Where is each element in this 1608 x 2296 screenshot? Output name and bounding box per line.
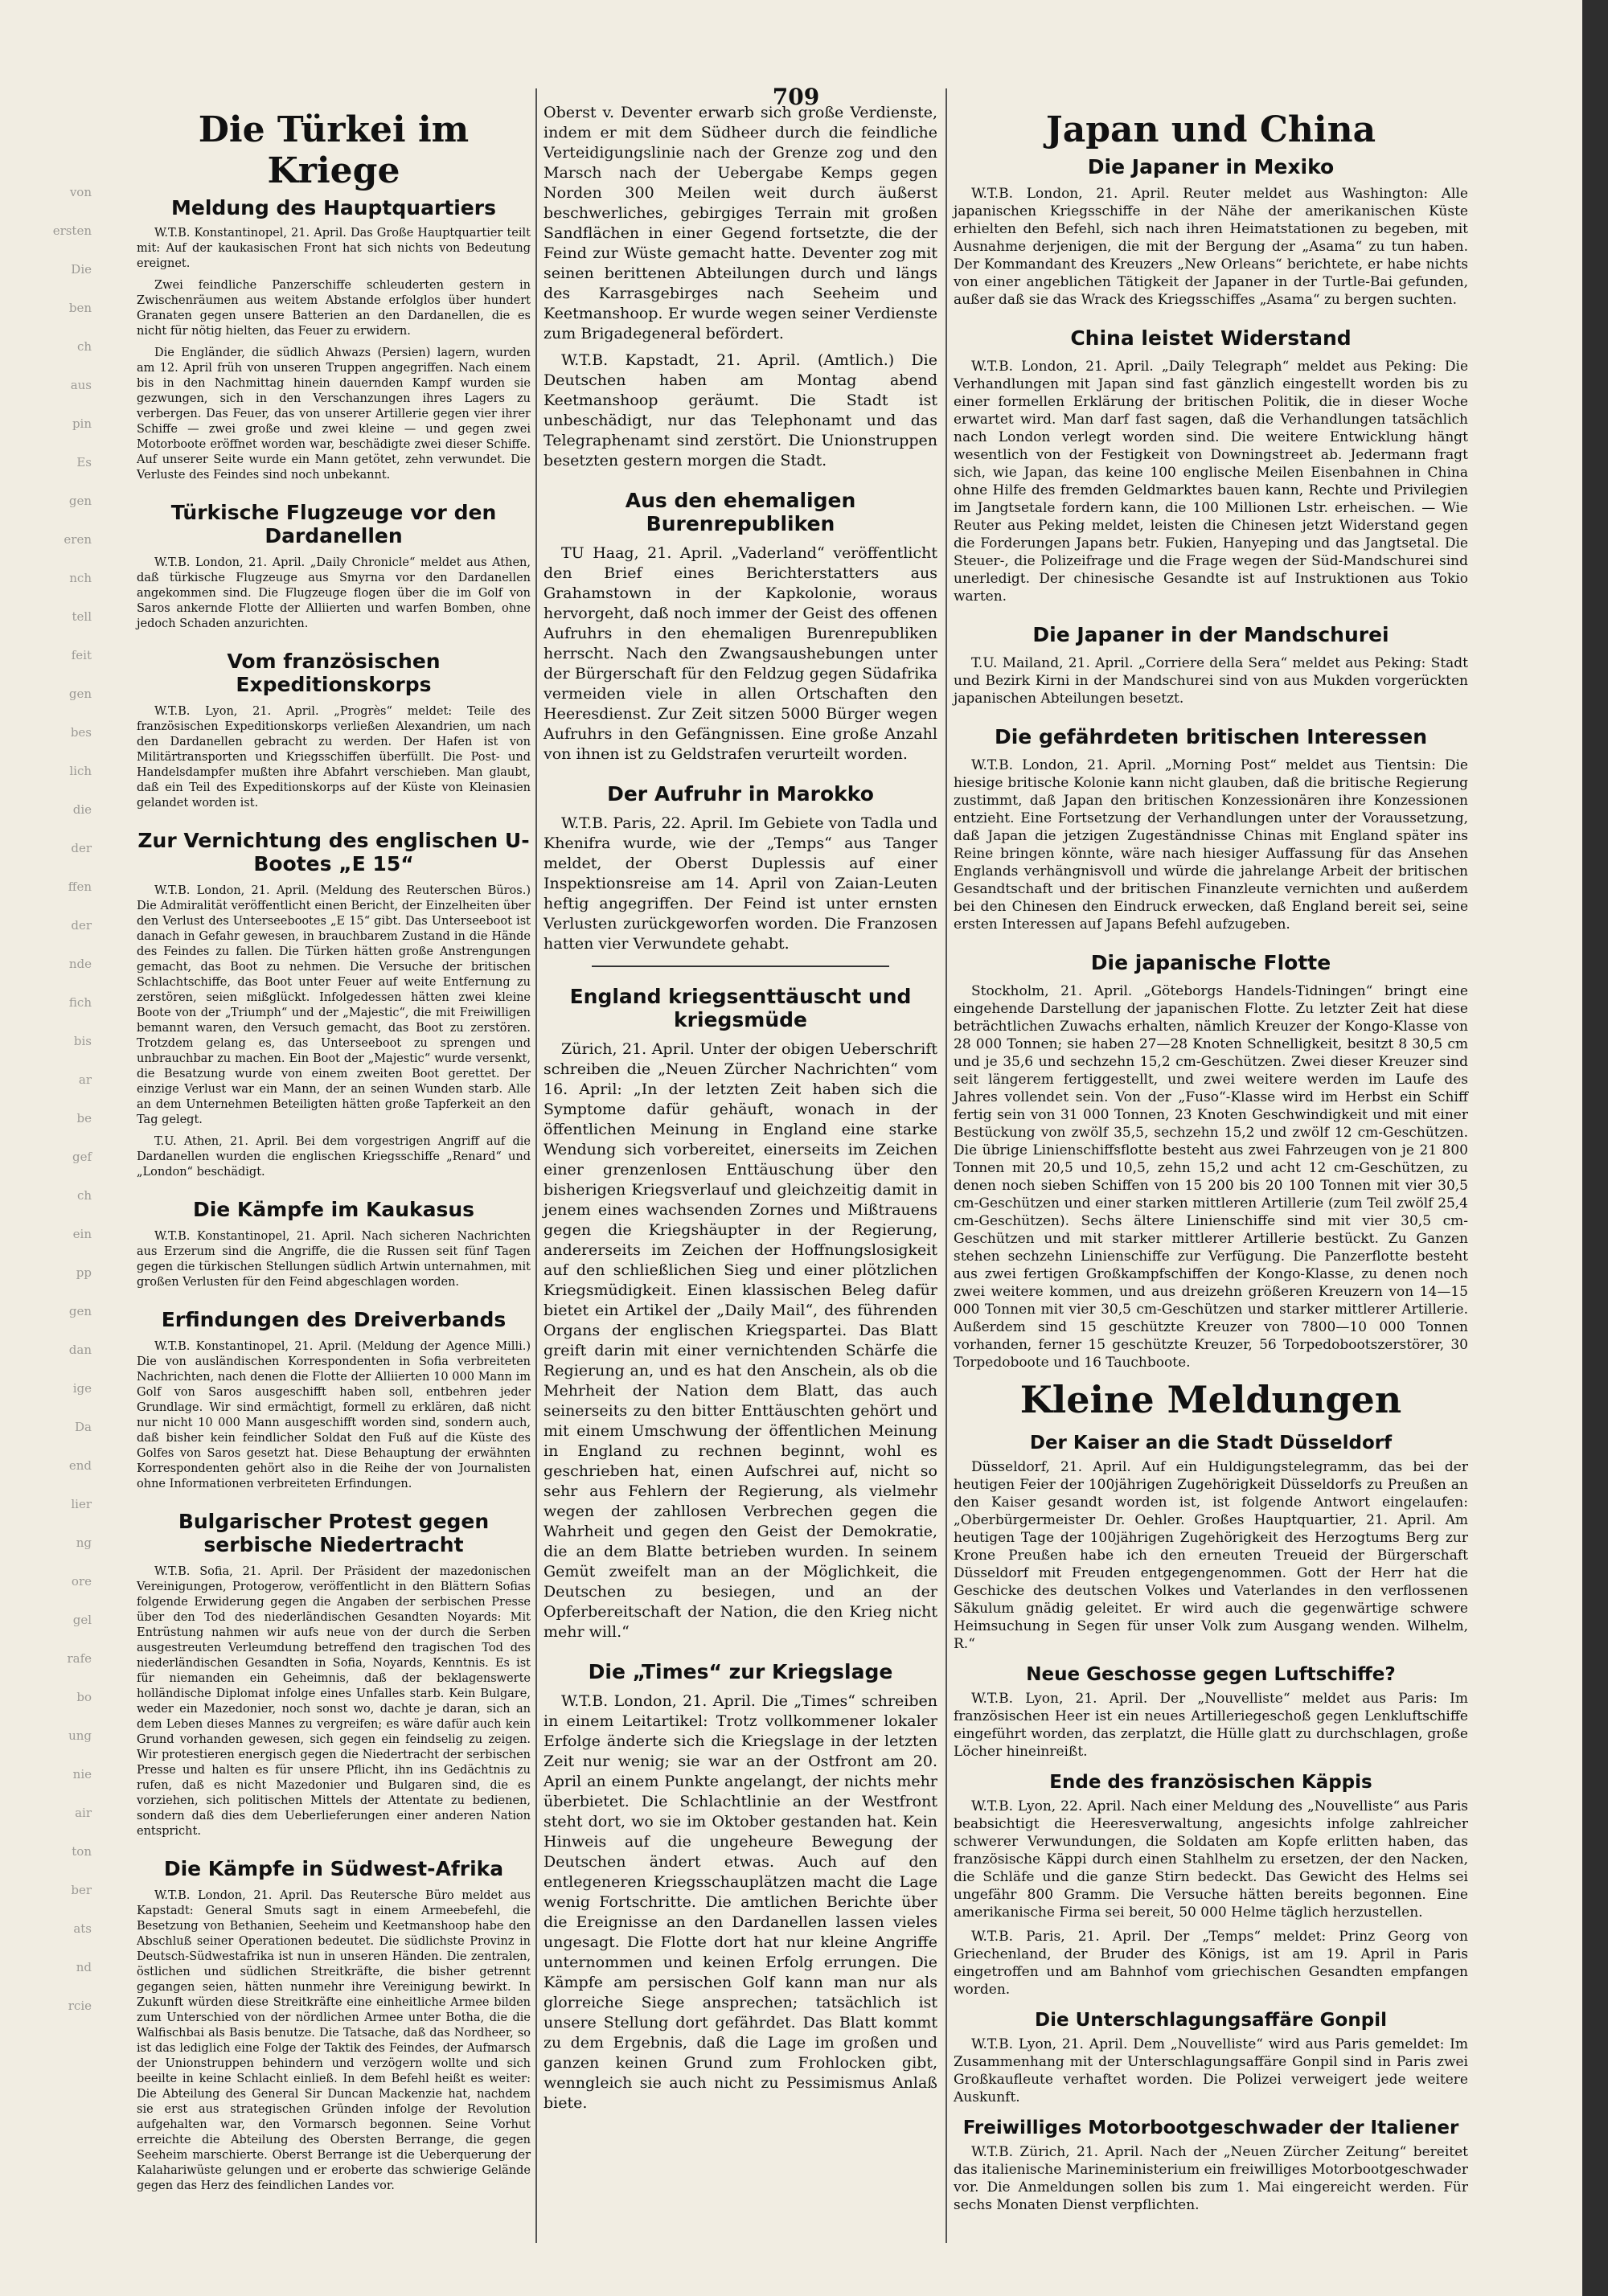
article-heading: Der Kaiser an die Stadt Düsseldorf: [1029, 1433, 1393, 1453]
margin-fragment: ung: [68, 1728, 92, 1743]
margin-fragment: ch: [76, 1188, 92, 1203]
article-title-tuerkei: Die Türkei im Kriege: [198, 109, 470, 191]
article-paragraph: Stockholm, 21. April. „Göteborgs Handels-Tidningen“ bringt eine eingehende Darstellung der japanischen Flotte. Zu letzter Zeit hat diese beträchtlichen Zuwachs erhalten, nämlich Kreuzer der Kongo-Klasse von 28 000 Tonnen; sie haben 27—28 Knoten Schnelligkeit, besitzt 8 30,5 cm und je 35,6 und sechzehn 15,2 cm-Geschützen. Zwei dieser Kreuzer sind seit längerem fertiggestellt, und zwei weitere werden im Laufe des Jahres vollendet sein. Von der „Fuso“-Klasse wird im Herbst ein Schiff fertig sein von 31 000 Tonnen, 23 Knoten Geschwindigkeit und mit einer Bestückung von zwölf 35,5, sechzehn 15,2 und zwölf 12 cm-Geschützen. Die übrige Linienschiffsflotte besteht aus zwei Fahrzeugen von je 21 800 Tonnen mit 20,5 und 10,5, zehn 15,2 und acht 12 cm-Geschützen, zu denen noch sieben Schiffen von 15 200 bis 20 100 Tonnen mit vier 30,5 cm-Geschützen und einer starken mittleren Artillerie (zum Teil zwölf 25,4 cm-Geschützen). Sechs ältere Linienschiffe sind mit vier 30,5 cm-Geschützen und mit starker mittlerer Artillerie bestückt. Zu Ganzen stehen sechzehn Linienschiffe zur Verfügung. Die Panzerflotte besteht aus zwei fertigen Großkampfschiffen der Kongo-Klasse, zu denen noch zwei weitere kommen, und aus dreizehn größeren Kreuzern von 14—15 000 Tonnen mit vier 30,5 cm-Geschützen und starker mittlerer Artillerie. Außerdem sind 15 geschützte Kreuzer von 7800—10 000 Tonnen vorhanden, ferner 15 geschützte Kreuzer, 56 Torpedobootszerstörer, 30 Torpedoboote und 16 Tauchboote.: [954, 983, 1468, 1371]
margin-fragment: gel: [72, 1613, 92, 1627]
margin-fragment: gen: [68, 494, 92, 508]
column-rule: [946, 88, 947, 2243]
article-paragraph: Oberst v. Deventer erwarb sich große Verdienste, indem er mit dem Südheer durch die feindliche Verteidigungslinie nach der Grenze zog und den Marsch nach der Uebergabe Kemps gegen Norden 300 Meilen weit durch äußerst beschwerliches, gebirgiges Terrain mit großen Sandflächen in einer Gegend fortsetzte, die der Feind zur Wüste gemacht hatte. Deventer zog mit seinen berittenen Abteilungen durch und längs des Karrasgebirges nach Seeheim und Keetmanshoop. Er wurde wegen seiner Verdienste zum Brigadegeneral befördert.: [544, 104, 937, 342]
column-middle: [544, 103, 937, 2120]
margin-fragment: ats: [73, 1921, 92, 1936]
margin-fragment: eren: [64, 532, 92, 547]
margin-fragment: gen: [68, 687, 92, 701]
margin-fragment: der: [71, 918, 92, 933]
article-paragraph: W.T.B. London, 21. April. „Daily Telegraph“ meldet aus Peking: Die Verhandlungen mit Japan sind fast gänzlich eingestellt worden bis zu einer formellen Erklärung der britischen Politik, die in dieser Woche erwartet wird. Man darf fast sagen, daß die Verhandlungen tatsächlich nach London verlegt worden sind. Die weitere Entwicklung hängt wesentlich von der Festigkeit von Downingstreet ab. Jedermann fragt sich, wie Japan, das keine 100 englische Meilen Eisenbahnen in China ohne Hilfe des fremden Geldmarktes bauen kann, Rechte und Privilegien im Jangtsetale fordern kann, die 100 Millionen Lstr. erheischen. — Wie Reuter aus Peking meldet, leisten die Chinesen jetzt Widerstand gegen die Forderungen Japans betr. Fukien, Hanyeping und das Jangtsetal. Die Steuer-, die Polizeifrage und die Frage wegen der Süd-Mandschurei sind unerledigt. Der chinesische Gesandte ist auf Instruktionen aus Tokio warten.: [954, 359, 1468, 605]
article-subtitle: Meldung des Hauptquartiers: [171, 196, 496, 219]
article-paragraph: W.T.B. Lyon, 21. April. Der „Nouvelliste“ meldet aus Paris: Im französischen Heer ist ein neues Artilleriegeschoß gegen Lenkluftschiffe eingeführt worden, das zerplatzt, die Hülle glatt zu durchschlagen, große Löcher hineinreißt.: [954, 1691, 1468, 1760]
article-paragraph: W.T.B. London, 21. April. Das Reutersche Büro meldet aus Kapstadt: General Smuts sagt in einem Armeebefehl, die Besetzung von Bethanien, Seeheim und Keetmanshoop habe den Abschluß seiner Operationen bedeutet. Die südlichste Provinz in Deutsch-Südwestafrika ist nun in unseren Händen. Die zentralen, östlichen und südlichen Streitkräfte, die bisher getrennt gegangen seien, hätten nunmehr ihre Vereinigung bewirkt. In Zukunft würden diese Streitkräfte eine einheitliche Armee bilden zum Unterschied von der nördlichen Armee unter Botha, die die Walfischbai als Basis benutze. Die Tatsache, daß das Nordheer, so ist das lediglich eine Folge der Taktik des Feindes, der Aufmarsch der Unionstruppen behindern und verzögern wollte und sich beeilte in keine Schlacht einließ. In dem Befehl heißt es weiter: Die Abteilung des General Sir Duncan Mackenzie hat, nachdem sie erst aus strategischen Gründen infolge der Revolution aufgehalten war, den Vormarsch begonnen. Seine Vorhut erreichte die Abteilung des Obersten Berrange, die gegen Seeheim marschierte. Oberst Berrange ist die Ueberquerung der Kalahariwüste gelungen und er eroberte das schwierige Gelände gegen das Herz des feindlichen Landes vor.: [137, 1889, 531, 2192]
margin-fragment: nch: [69, 571, 92, 585]
margin-fragment: pp: [76, 1265, 92, 1280]
margin-fragment: Die: [71, 262, 92, 277]
column-left: [137, 103, 531, 2200]
article-heading: Die „Times“ zur Kriegslage: [588, 1660, 893, 1683]
article-heading: Vom französischen Expeditionskorps: [227, 650, 441, 696]
margin-fragment: bes: [70, 725, 92, 740]
margin-fragment: gen: [68, 1304, 92, 1318]
book-binding-edge: [1582, 0, 1608, 2296]
article-paragraph: Die Engländer, die südlich Ahwazs (Persien) lagern, wurden am 12. April früh von unseren Truppen angegriffen. Nach einem bis in den Nachmittag hinein dauernden Kampf wurden sie gezwungen, sich in den Verschanzungen ihres Lagers zu verbergen. Das Feuer, das von unserer Artillerie gegen vier ihrer Schiffe — zwei große und zwei kleine — und gegen zwei Motorboote eröffnet worden war, beschädigte zwei dieser Schiffe. Auf unserer Seite wurde ein Mann getötet, zehn verwundet. Die Verluste des Feindes sind noch unbekannt.: [137, 346, 531, 482]
article-heading: Türkische Flugzeuge vor den Dardanellen: [170, 501, 497, 547]
article-paragraph: T.U. Athen, 21. April. Bei dem vorgestrigen Angriff auf die Dardanellen wurden die englischen Kriegsschiffe „Renard“ und „London“ beschädigt.: [137, 1135, 531, 1179]
margin-fragment: fich: [68, 995, 92, 1010]
article-subtitle: Die Japaner in Mexiko: [1087, 155, 1335, 178]
margin-fragment: end: [68, 1458, 92, 1473]
article-paragraph: W.T.B. Konstantinopel, 21. April. Nach sicheren Nachrichten aus Erzerum sind die Angriffe, die die Russen seit fünf Tagen gegen die türkischen Stellungen südlich Artwin unternahmen, mit großen Verlusten für den Feind abgeschlagen worden.: [137, 1230, 531, 1289]
article-paragraph: W.T.B. London, 21. April. Die „Times“ schreiben in einem Leitartikel: Trotz vollkommener lokaler Erfolge änderte sich die Kriegslage in der letzten Zeit nur wenig; sie war an der Ostfront am 20. April an einem Punkte angelangt, der nichts mehr überbietet. Die Schlachtlinie an der Westfront steht dort, wo sie im Oktober gestanden hat. Kein Hinweis auf die ungeheure Bewegung der Deutschen ändert etwas. Auch auf den entlegeneren Kriegsschauplätzen macht die Lage wenig Fortschritte. Die amtlichen Berichte über die Ereignisse an den Dardanellen lassen vieles ungesagt. Die Flotte dort hat nur kleine Angriffe unternommen und keinen Erfolg errungen. Die Kämpfe am persischen Golf kann man nur als glorreiche Siege ansprechen; tatsächlich ist unsere Stellung dort gefährdet. Das Blatt kommt zu dem Ergebnis, daß die Lage im großen und ganzen keinen Grund zum Frohlocken gibt, wenngleich sie auch nicht zu Pessimismus Anlaß biete.: [544, 1692, 937, 2112]
article-paragraph: W.T.B. London, 21. April. „Daily Chronicle“ meldet aus Athen, daß türkische Flugzeuge aus Smyrna vor den Dardanellen angekommen sind. Die Flugzeuge flogen über die im Golf von Saros ankernde Flotte der Alliierten und warfen Bomben, ohne jedoch Schaden anzurichten.: [137, 556, 531, 630]
article-paragraph: W.T.B. Paris, 21. April. Der „Temps“ meldet: Prinz Georg von Griechenland, der Bruder des Königs, ist am 19. April in Paris eingetroffen und am Bahnhof vom griechischen Gesandten empfangen worden.: [954, 1929, 1468, 1998]
margin-fragment: Es: [76, 455, 92, 469]
article-title-japan-china: Japan und China: [1045, 109, 1376, 150]
article-paragraph: W.T.B. Paris, 22. April. Im Gebiete von Tadla und Khenifra wurde, wie der „Temps“ aus Tanger meldet, der Oberst Duplessis auf einer Inspektionsreise am 14. April von Zaian-Leuten heftig angegriffen. Der Feind ist unter ernsten Verlusten zurückgeworfen worden. Die Franzosen hatten vier Verwundete gehabt.: [544, 814, 937, 953]
section-separator: [592, 966, 889, 967]
margin-fragment: aus: [70, 378, 92, 392]
column-right: [954, 103, 1468, 2220]
article-paragraph: W.T.B. Konstantinopel, 21. April. Das Große Hauptquartier teilt mit: Auf der kaukasischen Front hat sich nichts von Bedeutung ereignet.: [137, 227, 531, 270]
article-heading: Die Kämpfe in Südwest-Afrika: [163, 1857, 504, 1880]
margin-fragment: nd: [76, 1960, 92, 1974]
section-title-kleine-meldungen: Kleine Meldungen: [1019, 1378, 1402, 1421]
margin-fragment: bo: [76, 1690, 92, 1704]
margin-fragment: ein: [72, 1227, 92, 1241]
margin-fragment: rafe: [67, 1651, 92, 1666]
margin-fragment: gef: [72, 1150, 92, 1164]
article-heading: Die Japaner in der Mandschurei: [1032, 623, 1389, 646]
article-paragraph: W.T.B. Kapstadt, 21. April. (Amtlich.) Die Deutschen haben am Montag abend Keetmanshoop geräumt. Die Stadt ist unbeschädigt, nur das Telephonamt und das Telegraphenamt sind zerstört. Die Unionstruppen besetzten gestern morgen die Stadt.: [544, 351, 937, 469]
margin-fragment: nde: [68, 957, 92, 971]
article-heading: Ende des französischen Käppis: [1049, 1772, 1372, 1793]
margin-fragment: nie: [72, 1767, 92, 1781]
margin-fragment: ar: [78, 1072, 92, 1087]
margin-fragment: bis: [73, 1034, 92, 1048]
article-heading: Aus den ehemaligen Burenrepubliken: [625, 489, 856, 535]
article-heading: Die gefährdeten britischen Interessen: [994, 725, 1428, 748]
article-paragraph: W.T.B. London, 21. April. (Meldung des Reuterschen Büros.) Die Admiralität veröffentlicht einen Bericht, der Einzelheiten über den Verlust des Unterseebootes „E 15“ gibt. Das Unterseeboot ist danach in Gefahr gewesen, in brauchbarem Zustand in die Hände des Feindes zu fallen. Die Türken hätten große Anstrengungen gemacht, das Boot zu nehmen. Die Versuche der britischen Schlachtschiffe, das Boot unter Feuer auf weite Entfernung zu zerstören, seien mißglückt. Infolgedessen hätten zwei kleine Boote von der „Triumph“ und der „Majestic“, die mit Freiwilligen bemannt waren, den Versuch gemacht, das Boot zu zerstören. Trotzdem gelang es, das Unterseeboot zu sprengen und unbrauchbar zu machen. Ein Boot der „Majestic“ wurde versenkt, die Besatzung wurde von einem zweiten Boot gerettet. Der einzige Verlust war ein Mann, der an seinen Wunden starb. Alle an dem Unternehmen Beteiligten hätten große Tapferkeit an den Tag gelegt.: [137, 884, 531, 1126]
article-heading: Freiwilliges Motorbootgeschwader der Italiener: [962, 2118, 1459, 2138]
margin-fragment: die: [72, 802, 92, 817]
margin-fragment: ffen: [68, 879, 92, 894]
margin-fragment: pin: [72, 416, 92, 431]
margin-fragment: ore: [71, 1574, 92, 1589]
article-heading: Bulgarischer Protest gegen serbische Niedertracht: [178, 1510, 490, 1556]
article-heading: Der Aufruhr in Marokko: [607, 782, 874, 806]
margin-fragment: be: [76, 1111, 92, 1125]
article-paragraph: T.U. Mailand, 21. April. „Corriere della Sera“ meldet aus Peking: Stadt und Bezirk Kirni in der Mandschurei sind von aus Mukden vorgerückten japanischen Abteilungen besetzt.: [954, 655, 1468, 707]
article-heading: Die japanische Flotte: [1090, 951, 1331, 974]
article-heading: Zur Vernichtung des englischen U-Bootes „E 15“: [137, 829, 530, 875]
margin-fragment: air: [75, 1806, 92, 1820]
margin-fragment: lich: [69, 764, 92, 778]
margin-fragment: ige: [72, 1381, 92, 1396]
article-paragraph: Düsseldorf, 21. April. Auf ein Huldigungstelegramm, das bei der heutigen Feier der 100jährigen Zugehörigkeit Düsseldorfs zu Preußen an den Kaiser gesandt worden ist, ist folgende Antwort eingelaufen: „Oberbürgermeister Dr. Oehler. Großes Hauptquartier, 21. April. Am heutigen Tage der 100jährigen Zugehörigkeit des Herzogtums Berg zur Krone Preußen habe ich den erneuten Treueid der Bürgerschaft Düsseldorf mit Freuden entgegengenommen. Gott der Herr hat die Geschicke des deutschen Volkes und Vaterlandes in den verflossenen Säkulum gnädig geleitet. Er wird auch die gegenwärtige schwere Heimsuchung in Segen für unser Volk zum Ausgang wenden. Wilhelm, R.“: [954, 1459, 1468, 1652]
article-heading: Erfindungen des Dreiverbands: [161, 1308, 507, 1331]
left-margin-bleed-through: [0, 0, 96, 2296]
margin-fragment: dan: [68, 1343, 92, 1357]
article-paragraph: Zürich, 21. April. Unter der obigen Ueberschrift schreiben die „Neuen Zürcher Nachrichten“ vom 16. April: „In der letzten Zeit haben sich die Symptome dafür gehäuft, wonach in der öffentlichen Meinung in England eine starke Wendung sich vorbereitet, einerseits im Zeichen einer grenzenlosen Enttäuschung über den bisherigen Kriegsverlauf und gleichzeitig damit in jenem eines wachsenden Zornes und Mißtrauens gegen die Kriegshäupter in der Regierung, andererseits im Zeichen der Hoffnungslosigkeit auf den schließlichen Sieg und einer plötzlichen Kriegsmüdigkeit. Einen klassischen Beleg dafür bietet ein Artikel der „Daily Mail“, des führenden Organs der englischen Kriegspartei. Das Blatt greift darin mit einer vernichtenden Schärfe die Regierung an, und es hat den Anschein, als ob die Mehrheit der Nation dem Blatt, das auch seinerseits zu den bitter Enttäuschten gehört und mit einem Umschwung der öffentlichen Meinung in England zu rechnen beginnt, wohl es geschrieben hat, einen Aufschrei auf, nicht so sehr aus Fehlern der Regierung, als vielmehr wegen der zahllosen Verbrechen gegen die Wahrheit und gegen den Geist der Demokratie, die an dem Blatte betrieben wurden. In seinem Gemüt zweifelt man an der Möglichkeit, die Deutschen zu besiegen, und an der Opferbereitschaft der Nation, die den Krieg nicht mehr will.“: [544, 1040, 937, 1641]
article-heading: Die Unterschlagungsaffäre Gonpil: [1035, 2010, 1387, 2031]
margin-fragment: Da: [75, 1420, 92, 1434]
margin-fragment: ch: [76, 339, 92, 354]
margin-fragment: ng: [76, 1535, 92, 1550]
article-paragraph: W.T.B. Lyon, 21. April. Dem „Nouvelliste“ wird aus Paris gemeldet: Im Zusammenhang mit der Unterschlagungsaffäre Gonpil sind in Paris zwei Großkaufleute verhaftet worden. Die Polizei verweigert jede weitere Auskunft.: [954, 2036, 1468, 2105]
margin-fragment: ber: [71, 1883, 92, 1897]
margin-fragment: ben: [68, 301, 92, 315]
article-paragraph: TU Haag, 21. April. „Vaderland“ veröffentlicht den Brief eines Berichterstatters aus Grahamstown in der Kapkolonie, woraus hervorgeht, daß noch immer der Geist des offenen Aufruhrs in den ehemaligen Burenrepubliken herrscht. Nach den Zwangsaushebungen unter der Bürgerschaft für den Feldzug gegen Südafrika vermeiden viele in allen Ortschaften den Heeresdienst. Zur Zeit sitzen 5000 Bürger wegen Aufruhrs in den Gefängnissen. Eine große Anzahl von ihnen ist zu Geldstrafen verurteilt worden.: [544, 544, 937, 763]
margin-fragment: ton: [72, 1844, 92, 1859]
page-number: 709: [772, 84, 820, 110]
margin-fragment: von: [69, 185, 92, 199]
article-heading: China leistet Widerstand: [1070, 326, 1352, 350]
article-paragraph: W.T.B. Konstantinopel, 21. April. (Meldung der Agence Milli.) Die von ausländischen Korrespondenten in Sofia verbreiteten Nachrichten, nach denen die Flotte der Alliierten 10 000 Mann im Golf von Saros ausgeschifft haben soll, entbehren jeder Grundlage. Wir sind ermächtigt, formell zu erklären, daß nicht nur nicht 10 000 Mann ausgeschifft worden sind, sondern auch, daß bisher kein feindlicher Soldat den Fuß auf die Küste des Golfes von Saros gesetzt hat. Diese Behauptung der erwähnten Korrespondenten gehört also in die Reihe der von Journalisten ohne Informationen verbreiteten Erfindungen.: [137, 1340, 531, 1490]
margin-fragment: der: [71, 841, 92, 855]
column-rule: [535, 88, 537, 2243]
article-paragraph: W.T.B. Lyon, 21. April. „Progrès“ meldet: Teile des französischen Expeditionskorps verließen Alexandrien, um nach den Dardanellen gebracht zu werden. Der Hafen ist von Militärtransporten und Kriegsschiffen überfüllt. Die Post- und Handelsdampfer mußten ihre Abfahrt verschieben. Man glaubt, daß ein Teil des Expeditionskorps auf der Küste von Kleinasien gelandet worden ist.: [137, 705, 531, 810]
article-paragraph: W.T.B. London, 21. April. Reuter meldet aus Washington: Alle japanischen Kriegsschiffe in der Nähe der amerikanischen Küste erhielten den Befehl, sich nach ihren Heimatstationen zu begeben, mit Ausnahme derjenigen, die mit der Bergung der „Asama“ zu tun haben. Der Kommandant des Kreuzers „New Orleans“ berichtete, er habe nichts von einer angeblichen Tätigkeit der Japaner in der Turtle-Bai gefunden, außer daß sie das Wrack des Kriegsschiffes „Asama“ zu bergen suchten.: [954, 186, 1468, 308]
article-heading: England kriegsenttäuscht und kriegsmüde: [569, 985, 912, 1031]
margin-fragment: rcie: [68, 1999, 92, 2013]
article-heading: Die Kämpfe im Kaukasus: [192, 1198, 475, 1221]
margin-fragment: lier: [71, 1497, 92, 1511]
margin-fragment: feit: [71, 648, 92, 662]
article-paragraph: W.T.B. London, 21. April. „Morning Post“ meldet aus Tientsin: Die hiesige britische Kolonie kann nicht glauben, daß die britische Regierung zustimmt, daß Japan den britischen Konzessionären ihre Konzessionen entzieht. Eine Fortsetzung der Verhandlungen unter der Voraussetzung, daß Japan die jetzigen Zugeständnisse Chinas mit England später ins Reine bringen könnte, wäre nach hiesiger Auffassung für das Ansehen Englands verhängnisvoll und würde die jahrelange Arbeit der britischen Gesandtschaft und der britischen Finanzleute vernichten und außerdem bei den Chinesen den Eindruck erwecken, daß England bereit sei, seine ersten Interessen auf Japans Befehl aufzugeben.: [954, 757, 1468, 933]
article-heading: Neue Geschosse gegen Luftschiffe?: [1026, 1664, 1396, 1685]
margin-fragment: ersten: [52, 223, 92, 238]
article-paragraph: W.T.B. Sofia, 21. April. Der Präsident der mazedonischen Vereinigungen, Protogerow, veröffentlicht in den Blättern Sofias folgende Erwiderung gegen die Angaben der serbischen Presse über den Tod des niederländischen Gesandten Noyards: Mit Entrüstung nahmen wir aufs neue von der durch die Serben ausgestreuten Verleumdung betreffend den tragischen Tod des niederländischen Gesandten in Sofia, Noyards, Kenntnis. Es ist für niemanden ein Geheimnis, daß der beklagenswerte holländische Diplomat infolge eines Unfalles starb. Kein Bulgare, weder ein Mazedonier, noch sonst wo, dachte je daran, sich an dem Leben dieses Mannes zu vergreifen; es wäre dafür auch kein Grund vorhanden gewesen, sich gegen ein feindselig zu zeigen. Wir protestieren energisch gegen die Niedertracht der serbischen Presse und halten es für unsere Pflicht, ihn ins Gedächtnis zu rufen, daß es nicht Mazedonier und Bulgaren sind, die es vorziehen, sich politischen Mittels der Attentate zu bedienen, sondern daß dies dem Ueberlieferungen einer anderen Nation entspricht.: [137, 1565, 531, 1838]
margin-fragment: tell: [72, 609, 92, 624]
article-paragraph: Zwei feindliche Panzerschiffe schleuderten gestern in Zwischenräumen aus weitem Abstande erfolglos über hundert Granaten gegen unsere Batterien an den Dardanellen, die es nicht für nötig hielten, das Feuer zu erwidern.: [137, 279, 531, 338]
article-paragraph: W.T.B. Lyon, 22. April. Nach einer Meldung des „Nouvelliste“ aus Paris beabsichtigt die Heeresverwaltung, angesichts infolge zahlreicher schwerer Verwundungen, die Soldaten am Kopfe erlitten haben, das französische Käppi durch einen Stahlhelm zu ersetzen, der den Nacken, die Schläfe und die ganze Stirn bedeckt. Das Gewicht des Helms sei ungefähr 800 Gramm. Die Versuche hätten bereits begonnen. Eine amerikanische Firma sei bereit, 50 000 Helme täglich herzustellen.: [954, 1798, 1468, 1921]
article-paragraph: W.T.B. Zürich, 21. April. Nach der „Neuen Zürcher Zeitung“ bereitet das italienische Marineministerium ein freiwilliges Motorbootgeschwader vor. Die Anmeldungen sollen bis zum 1. Mai eingereicht werden. Für sechs Monaten Dienst verpflichten.: [954, 2144, 1468, 2213]
